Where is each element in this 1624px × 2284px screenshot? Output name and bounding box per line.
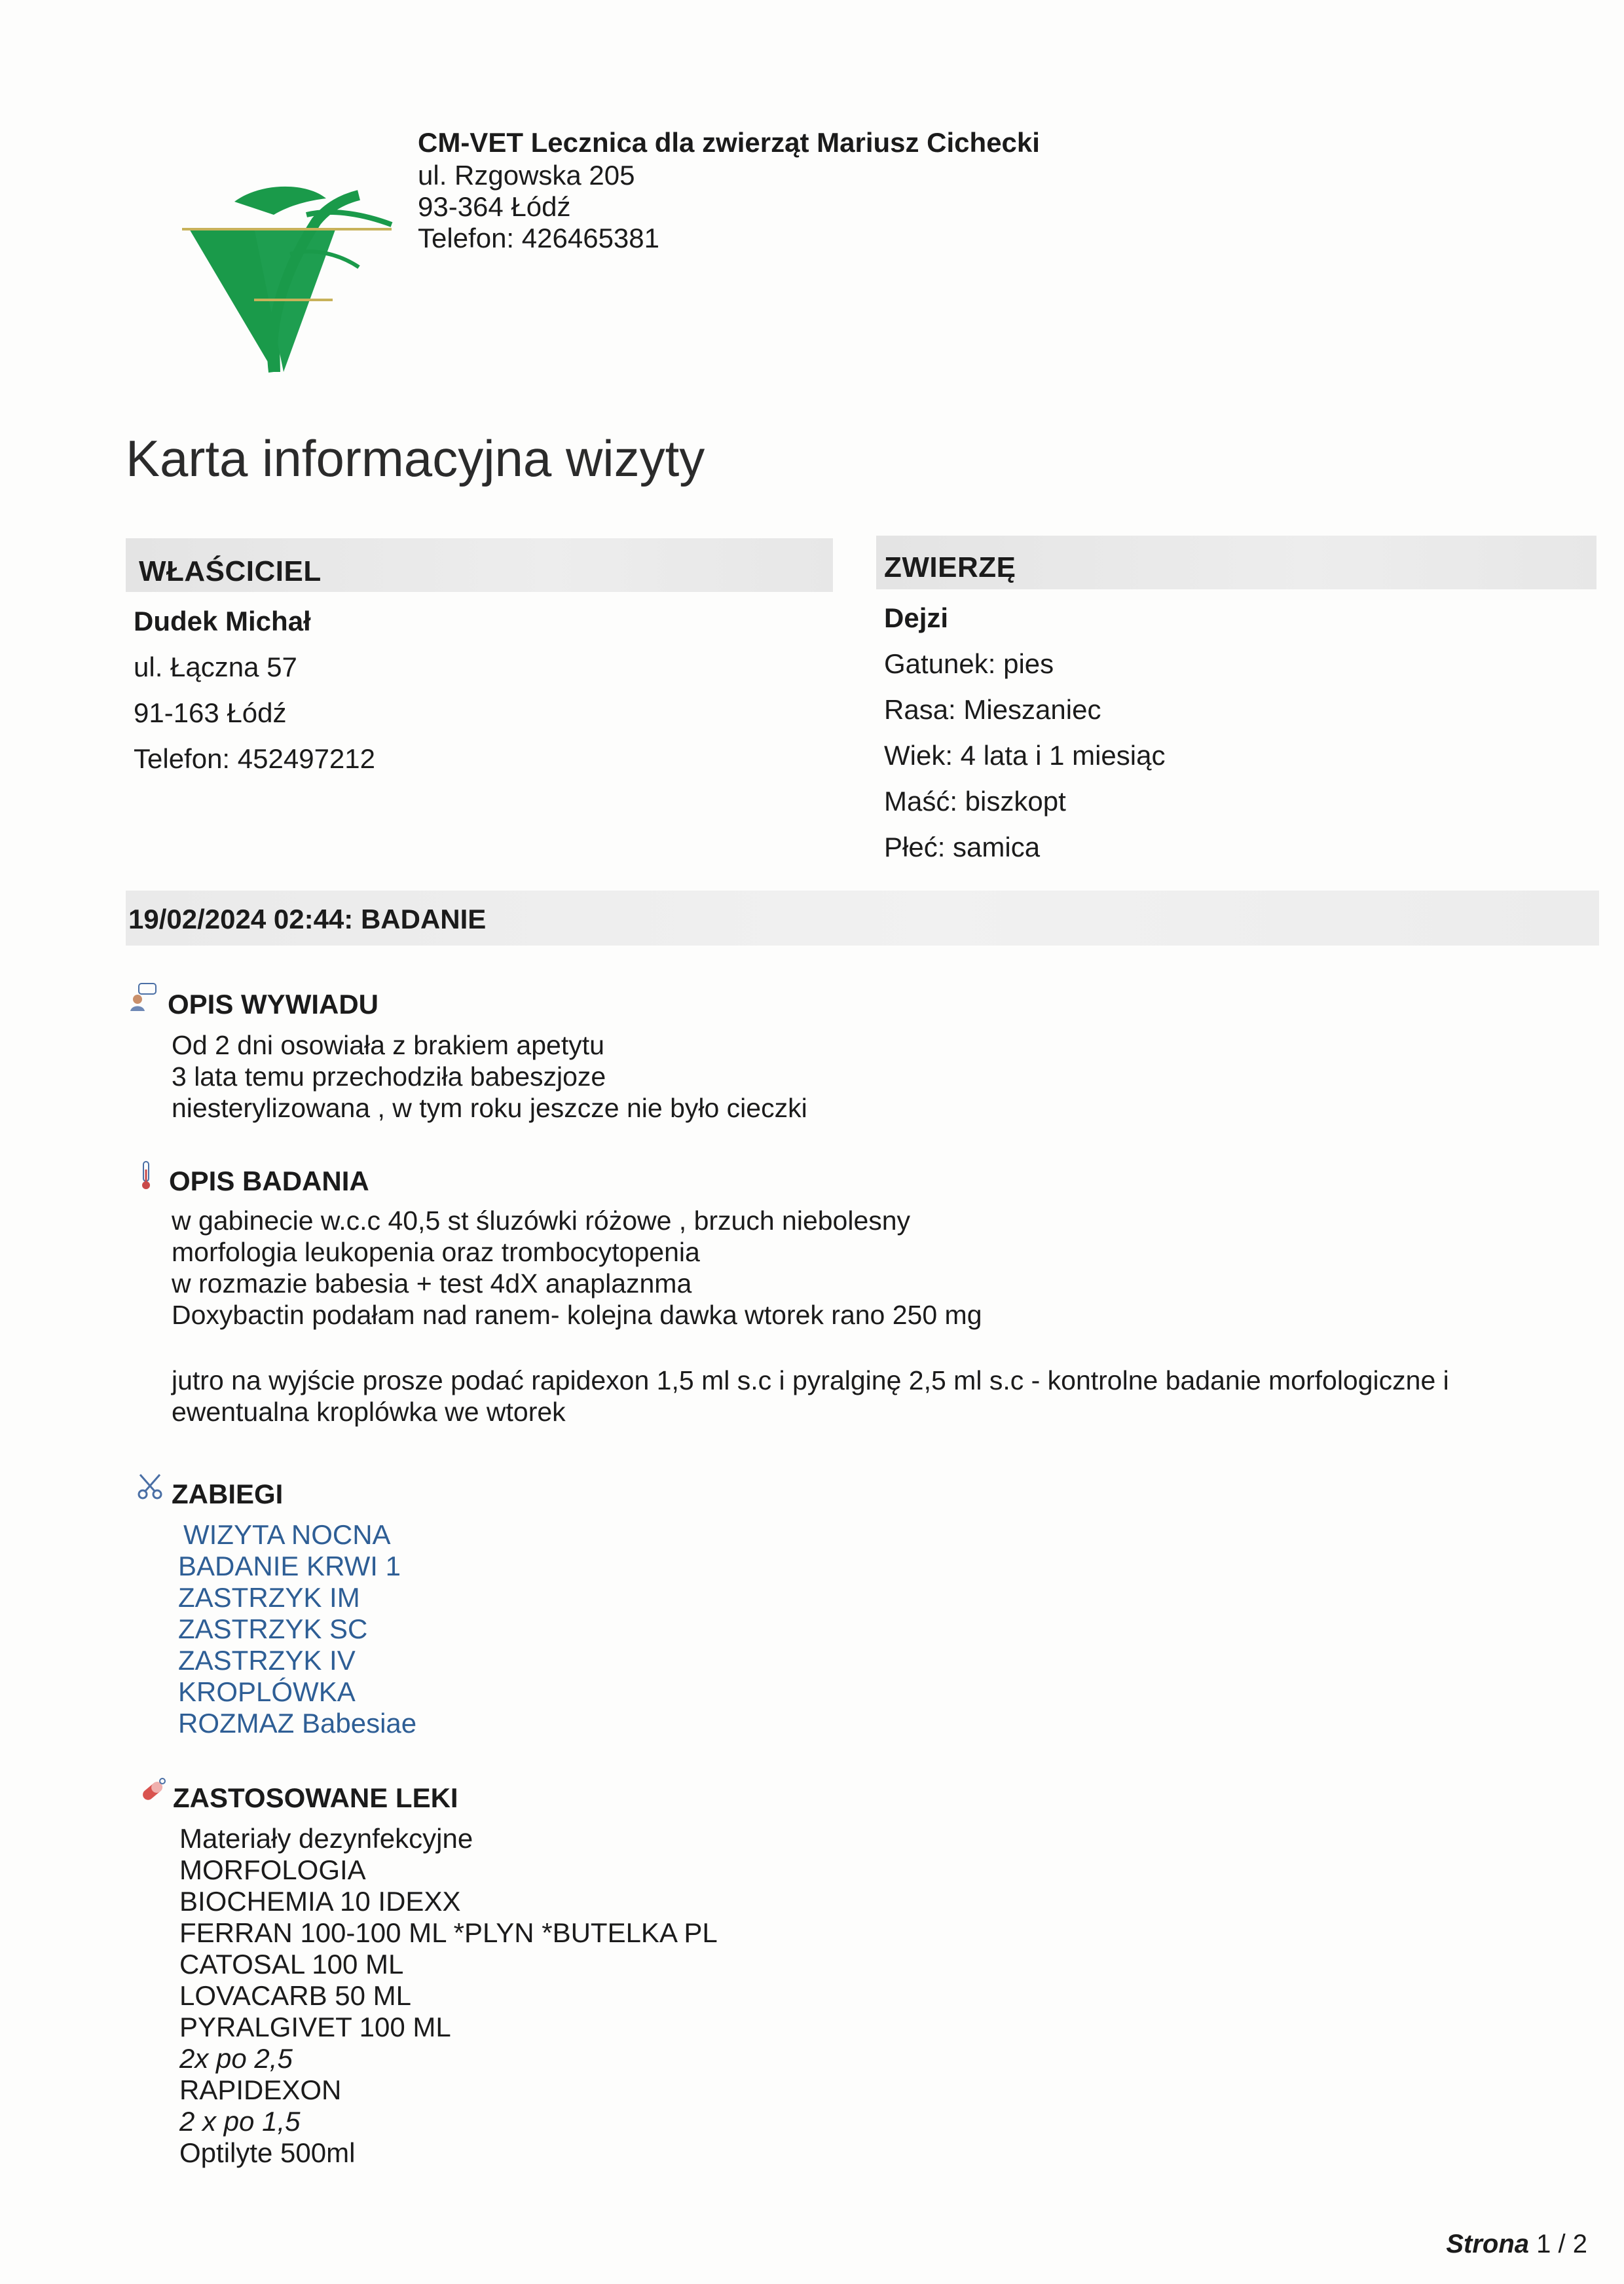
visit-heading: 19/02/2024 02:44: BADANIE: [128, 904, 487, 934]
clinic-street: ul. Rzgowska 205: [418, 160, 635, 191]
medications-list: [179, 1823, 718, 2169]
examination-line: w gabinecie w.c.c 40,5 st śluzówki różowe , brzuch niebolesny: [172, 1206, 911, 1236]
interview-line: niesterylizowana , w tym roku jeszcze nie było cieczki: [172, 1093, 807, 1123]
procedures-title: ZABIEGI: [172, 1479, 284, 1509]
examination-title: OPIS BADANIA: [169, 1166, 369, 1196]
owner-heading: WŁAŚCICIEL: [139, 555, 322, 587]
scissors-icon: [135, 1472, 165, 1502]
owner-city: 91-163 Łódź: [134, 697, 287, 728]
procedure-item: WIZYTA NOCNA: [183, 1519, 391, 1550]
medication-item: BIOCHEMIA 10 IDEXX: [179, 1886, 461, 1917]
examination-line: ewentualna kroplówka we wtorek: [172, 1397, 566, 1427]
animal-color: Maść: biszkopt: [884, 786, 1066, 817]
interview-line: 3 lata temu przechodziła babeszjoze: [172, 1061, 606, 1092]
medication-dose-note: 2 x po 1,5: [179, 2106, 301, 2137]
procedure-item: ROZMAZ Babesiae: [178, 1708, 417, 1739]
examination-line: Doxybactin podałam nad ranem- kolejna dawka wtorek rano 250 mg: [172, 1300, 982, 1330]
medication-item: LOVACARB 50 ML: [179, 1980, 412, 2011]
owner-street: ul. Łączna 57: [134, 652, 297, 682]
procedure-item: BADANIE KRWI 1: [178, 1551, 401, 1581]
interview-title: OPIS WYWIADU: [168, 989, 378, 1020]
medication-item: FERRAN 100-100 ML *PLYN *BUTELKA PL: [179, 1917, 718, 1948]
speech-person-icon: [128, 982, 158, 1012]
interview-text: [172, 1029, 807, 1124]
medication-item: Optilyte 500ml: [179, 2137, 356, 2168]
procedure-item: ZASTRZYK SC: [178, 1613, 368, 1644]
medication-dose-note: 2x po 2,5: [179, 2043, 293, 2074]
owner-name: Dudek Michał: [134, 606, 311, 636]
pill-icon: [138, 1776, 168, 1806]
interview-line: Od 2 dni osowiała z brakiem apetytu: [172, 1030, 604, 1060]
animal-name: Dejzi: [884, 602, 949, 633]
page-indicator: [1446, 2230, 1587, 2259]
owner-phone: Telefon: 452497212: [134, 743, 375, 774]
medication-item: PYRALGIVET 100 ML: [179, 2012, 451, 2042]
medication-item: CATOSAL 100 ML: [179, 1949, 404, 1980]
medication-item: Materiały dezynfekcyjne: [179, 1823, 473, 1854]
examination-line: jutro na wyjście prosze podać rapidexon 1,5 ml s.c i pyralginę 2,5 ml s.c - kontrolne badanie morfologiczne i: [172, 1365, 1449, 1395]
vet-caduceus-v-logo-icon: [175, 175, 398, 385]
page-number: 1: [1536, 2230, 1551, 2258]
animal-sex: Płeć: samica: [884, 832, 1041, 862]
clinic-logo: [175, 175, 398, 385]
clinic-name: CM-VET Lecznica dla zwierząt Mariusz Cichecki: [418, 127, 1040, 158]
medication-item: MORFOLOGIA: [179, 1854, 366, 1885]
procedure-item: ZASTRZYK IV: [178, 1645, 356, 1676]
clinic-city: 93-364 Łódź: [418, 191, 571, 222]
procedure-item: ZASTRZYK IM: [178, 1582, 360, 1613]
animal-species: Gatunek: pies: [884, 648, 1054, 679]
thermometer-icon: [136, 1160, 156, 1190]
examination-recommendations: [172, 1365, 1449, 1428]
procedures-list: [178, 1519, 416, 1739]
examination-line: morfologia leukopenia oraz trombocytopenia: [172, 1237, 700, 1267]
clinic-phone: Telefon: 426465381: [418, 223, 659, 253]
animal-heading: ZWIERZĘ: [884, 551, 1016, 583]
medication-item: RAPIDEXON: [179, 2074, 342, 2105]
page-label: Strona: [1446, 2230, 1530, 2258]
animal-age: Wiek: 4 lata i 1 miesiąc: [884, 740, 1166, 771]
document-title: Karta informacyjna wizyty: [126, 430, 705, 487]
examination-line: w rozmazie babesia + test 4dX anaplaznma: [172, 1268, 692, 1299]
procedure-item: KROPLÓWKA: [178, 1676, 356, 1707]
animal-breed: Rasa: Mieszaniec: [884, 694, 1101, 725]
examination-text: [172, 1205, 982, 1331]
medications-title: ZASTOSOWANE LEKI: [173, 1782, 458, 1813]
page-total: / 2: [1558, 2230, 1587, 2258]
